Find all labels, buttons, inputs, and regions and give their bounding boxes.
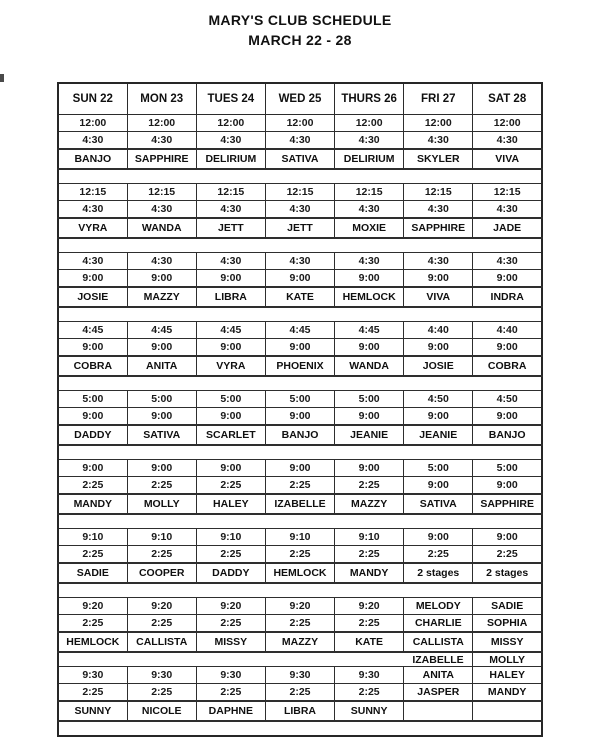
spacer-cell <box>58 238 542 253</box>
table-row <box>58 218 542 238</box>
table-row <box>58 721 542 736</box>
schedule-cell: 12:15 <box>127 184 196 201</box>
schedule-cell: 12:00 <box>335 115 404 132</box>
schedule-cell: JOSIE <box>58 287 127 307</box>
schedule-cell: 4:30 <box>335 201 404 219</box>
schedule-cell: 4:30 <box>335 253 404 270</box>
table-row <box>58 583 542 598</box>
schedule-cell: DELIRIUM <box>196 149 265 169</box>
schedule-cell: 12:00 <box>473 115 542 132</box>
schedule-cell: 9:00 <box>473 477 542 495</box>
schedule-cell: 9:30 <box>335 667 404 684</box>
schedule-cell: 4:50 <box>473 391 542 408</box>
table-row <box>58 598 542 615</box>
schedule-cell: HEMLOCK <box>58 632 127 652</box>
schedule-cell: 9:00 <box>58 270 127 288</box>
schedule-cell: 2:25 <box>58 546 127 564</box>
spacer-cell <box>58 721 542 736</box>
schedule-cell: 4:30 <box>127 132 196 150</box>
table-row <box>58 667 542 684</box>
schedule-cell: 2:25 <box>58 684 127 702</box>
schedule-cell: MANDY <box>58 494 127 514</box>
schedule-cell: 4:30 <box>473 201 542 219</box>
schedule-cell: 12:00 <box>58 115 127 132</box>
schedule-cell: VYRA <box>196 356 265 376</box>
table-row <box>58 132 542 150</box>
schedule-cell: 9:00 <box>473 529 542 546</box>
schedule-cell: 4:45 <box>58 322 127 339</box>
schedule-cell: 4:30 <box>196 253 265 270</box>
schedule-cell: DADDY <box>196 563 265 583</box>
table-row <box>58 514 542 529</box>
schedule-cell: 5:00 <box>265 391 334 408</box>
schedule-cell: CALLISTA <box>127 632 196 652</box>
schedule-cell: VYRA <box>58 218 127 238</box>
table-row <box>58 529 542 546</box>
schedule-cell: 9:30 <box>58 667 127 684</box>
schedule-cell: SADIE <box>473 598 542 615</box>
schedule-cell: SATIVA <box>404 494 473 514</box>
schedule-cell: 2:25 <box>335 615 404 633</box>
schedule-cell: SATIVA <box>265 149 334 169</box>
schedule-cell: 2:25 <box>473 546 542 564</box>
schedule-cell: 9:10 <box>265 529 334 546</box>
schedule-cell: ANITA <box>127 356 196 376</box>
schedule-cell: 12:15 <box>58 184 127 201</box>
schedule-cell: 4:45 <box>335 322 404 339</box>
schedule-cell: 5:00 <box>58 391 127 408</box>
schedule-cell: 4:30 <box>404 201 473 219</box>
spacer-cell <box>58 307 542 322</box>
schedule-cell: 9:00 <box>58 408 127 426</box>
schedule-cell: SOPHIA <box>473 615 542 633</box>
schedule-cell: MANDY <box>473 684 542 702</box>
schedule-cell: 2:25 <box>58 615 127 633</box>
schedule-cell: BANJO <box>473 425 542 445</box>
schedule-cell: 2:25 <box>404 546 473 564</box>
schedule-cell: BANJO <box>58 149 127 169</box>
schedule-cell: MAZZY <box>265 632 334 652</box>
spacer-cell <box>58 514 542 529</box>
schedule-cell: HEMLOCK <box>335 287 404 307</box>
schedule-cell: 5:00 <box>127 391 196 408</box>
schedule-cell: 2:25 <box>196 477 265 495</box>
schedule-cell: 2:25 <box>127 477 196 495</box>
schedule-cell: VIVA <box>473 149 542 169</box>
schedule-cell: MELODY <box>404 598 473 615</box>
table-row <box>58 253 542 270</box>
schedule-cell: VIVA <box>404 287 473 307</box>
schedule-table-body <box>58 115 542 737</box>
schedule-table-container <box>57 82 543 737</box>
table-row <box>58 445 542 460</box>
table-row <box>58 322 542 339</box>
table-row <box>58 339 542 357</box>
table-row <box>58 477 542 495</box>
schedule-cell: 4:30 <box>404 253 473 270</box>
schedule-cell: 2:25 <box>335 546 404 564</box>
schedule-cell: 9:00 <box>265 460 334 477</box>
schedule-cell: MOXIE <box>335 218 404 238</box>
schedule-cell: JEANIE <box>335 425 404 445</box>
table-row <box>58 184 542 201</box>
table-row <box>58 391 542 408</box>
schedule-cell: 9:30 <box>196 667 265 684</box>
table-row <box>58 563 542 583</box>
schedule-cell: 2:25 <box>127 684 196 702</box>
schedule-cell: 9:20 <box>196 598 265 615</box>
schedule-cell: SADIE <box>58 563 127 583</box>
schedule-cell: 4:50 <box>404 391 473 408</box>
schedule-cell: HEMLOCK <box>265 563 334 583</box>
spacer-cell <box>58 652 404 667</box>
schedule-cell: 2:25 <box>335 684 404 702</box>
table-row <box>58 238 542 253</box>
schedule-cell: INDRA <box>473 287 542 307</box>
schedule-table <box>57 82 543 737</box>
schedule-cell: 2:25 <box>127 615 196 633</box>
schedule-cell: 4:30 <box>196 132 265 150</box>
schedule-cell: SUNNY <box>58 701 127 721</box>
schedule-cell: WANDA <box>335 356 404 376</box>
schedule-cell: 12:00 <box>127 115 196 132</box>
column-header: THURS 26 <box>335 83 404 115</box>
schedule-cell: 4:30 <box>127 253 196 270</box>
schedule-cell: 2:25 <box>265 546 334 564</box>
schedule-cell: COOPER <box>127 563 196 583</box>
schedule-cell: 9:00 <box>473 408 542 426</box>
schedule-cell: 9:00 <box>196 408 265 426</box>
schedule-cell: IZABELLE <box>265 494 334 514</box>
schedule-cell: 2:25 <box>196 684 265 702</box>
schedule-cell: CHARLIE <box>404 615 473 633</box>
table-row <box>58 201 542 219</box>
schedule-cell: 4:45 <box>196 322 265 339</box>
schedule-cell: 9:00 <box>335 270 404 288</box>
schedule-cell: KATE <box>335 632 404 652</box>
schedule-cell: 9:00 <box>473 270 542 288</box>
schedule-cell: 5:00 <box>473 460 542 477</box>
schedule-cell: 9:00 <box>265 339 334 357</box>
schedule-cell: 2 stages <box>404 563 473 583</box>
schedule-cell: 9:00 <box>127 408 196 426</box>
schedule-cell: 12:15 <box>404 184 473 201</box>
schedule-cell: 9:00 <box>127 460 196 477</box>
schedule-cell: NICOLE <box>127 701 196 721</box>
schedule-cell: 4:30 <box>127 201 196 219</box>
schedule-cell <box>473 701 542 721</box>
schedule-cell: 9:10 <box>127 529 196 546</box>
schedule-cell: MAZZY <box>335 494 404 514</box>
schedule-cell: 9:00 <box>404 477 473 495</box>
schedule-cell: 4:30 <box>473 253 542 270</box>
schedule-cell: BANJO <box>265 425 334 445</box>
schedule-cell: 4:30 <box>58 201 127 219</box>
schedule-cell: WANDA <box>127 218 196 238</box>
schedule-cell: IZABELLE <box>404 652 473 667</box>
schedule-cell: 2:25 <box>58 477 127 495</box>
schedule-cell: 4:45 <box>127 322 196 339</box>
page-subtitle: MARCH 22 - 28 <box>248 32 352 48</box>
schedule-cell: 9:10 <box>196 529 265 546</box>
schedule-cell: 9:00 <box>404 408 473 426</box>
schedule-cell: HALEY <box>196 494 265 514</box>
schedule-cell: 9:00 <box>58 339 127 357</box>
spacer-cell <box>58 376 542 391</box>
schedule-cell: 4:30 <box>58 253 127 270</box>
schedule-cell: 12:15 <box>473 184 542 201</box>
schedule-cell: DAPHNE <box>196 701 265 721</box>
schedule-cell: 9:20 <box>335 598 404 615</box>
schedule-cell: 9:00 <box>196 339 265 357</box>
schedule-cell: 4:30 <box>335 132 404 150</box>
schedule-cell: MISSY <box>473 632 542 652</box>
table-row <box>58 270 542 288</box>
schedule-cell: 4:30 <box>265 132 334 150</box>
schedule-cell: 5:00 <box>335 391 404 408</box>
schedule-cell: 4:30 <box>196 201 265 219</box>
schedule-cell: ANITA <box>404 667 473 684</box>
table-row <box>58 494 542 514</box>
table-row <box>58 701 542 721</box>
table-row <box>58 460 542 477</box>
schedule-cell <box>404 701 473 721</box>
schedule-cell: 9:00 <box>335 460 404 477</box>
schedule-cell: 9:00 <box>265 408 334 426</box>
schedule-cell: 12:15 <box>196 184 265 201</box>
schedule-cell: MOLLY <box>127 494 196 514</box>
schedule-cell: 4:30 <box>265 253 334 270</box>
schedule-cell: 2:25 <box>196 546 265 564</box>
table-row <box>58 287 542 307</box>
schedule-cell: SAPPHIRE <box>127 149 196 169</box>
schedule-cell: 9:20 <box>127 598 196 615</box>
schedule-cell: COBRA <box>473 356 542 376</box>
schedule-cell: 2:25 <box>265 684 334 702</box>
schedule-cell: COBRA <box>58 356 127 376</box>
spacer-cell <box>58 445 542 460</box>
table-row <box>58 149 542 169</box>
schedule-cell: 9:00 <box>196 270 265 288</box>
schedule-cell: 4:30 <box>404 132 473 150</box>
schedule-cell: 9:00 <box>335 408 404 426</box>
schedule-table-head <box>58 83 542 115</box>
schedule-cell: 12:15 <box>335 184 404 201</box>
schedule-cell: 5:00 <box>404 460 473 477</box>
schedule-cell: 4:40 <box>473 322 542 339</box>
schedule-cell: MANDY <box>335 563 404 583</box>
schedule-cell: 9:00 <box>404 529 473 546</box>
schedule-cell: 9:00 <box>127 270 196 288</box>
table-row <box>58 307 542 322</box>
schedule-cell: SAPPHIRE <box>473 494 542 514</box>
table-row <box>58 408 542 426</box>
schedule-cell: JOSIE <box>404 356 473 376</box>
table-row <box>58 169 542 184</box>
column-header: WED 25 <box>265 83 334 115</box>
schedule-cell: 5:00 <box>196 391 265 408</box>
schedule-cell: 9:30 <box>127 667 196 684</box>
schedule-cell: LIBRA <box>196 287 265 307</box>
table-row <box>58 615 542 633</box>
column-header: MON 23 <box>127 83 196 115</box>
table-row <box>58 115 542 132</box>
schedule-cell: 4:30 <box>265 201 334 219</box>
schedule-cell: 9:00 <box>473 339 542 357</box>
table-row <box>58 376 542 391</box>
column-header: SAT 28 <box>473 83 542 115</box>
schedule-cell: 9:00 <box>58 460 127 477</box>
schedule-cell: 9:00 <box>265 270 334 288</box>
table-row <box>58 425 542 445</box>
schedule-cell: 9:10 <box>335 529 404 546</box>
schedule-cell: 4:45 <box>265 322 334 339</box>
schedule-cell: 2:25 <box>127 546 196 564</box>
schedule-cell: 4:40 <box>404 322 473 339</box>
schedule-cell: MAZZY <box>127 287 196 307</box>
header-row <box>58 83 542 115</box>
schedule-cell: 9:20 <box>58 598 127 615</box>
title-block <box>0 0 600 50</box>
schedule-cell: JADE <box>473 218 542 238</box>
schedule-cell: 12:00 <box>265 115 334 132</box>
schedule-cell: 2:25 <box>335 477 404 495</box>
schedule-cell: JETT <box>265 218 334 238</box>
schedule-cell: 9:20 <box>265 598 334 615</box>
schedule-cell: PHOENIX <box>265 356 334 376</box>
schedule-cell: MOLLY <box>473 652 542 667</box>
schedule-cell: 9:00 <box>196 460 265 477</box>
schedule-cell: 9:30 <box>265 667 334 684</box>
schedule-cell: JETT <box>196 218 265 238</box>
column-header: FRI 27 <box>404 83 473 115</box>
schedule-cell: SKYLER <box>404 149 473 169</box>
schedule-cell: DADDY <box>58 425 127 445</box>
schedule-cell: 2:25 <box>196 615 265 633</box>
schedule-cell: 9:00 <box>404 339 473 357</box>
schedule-cell: 2:25 <box>265 615 334 633</box>
schedule-cell: 2:25 <box>265 477 334 495</box>
spacer-cell <box>58 169 542 184</box>
scan-edge-artifact <box>0 74 4 82</box>
schedule-cell: 9:00 <box>127 339 196 357</box>
schedule-cell: CALLISTA <box>404 632 473 652</box>
schedule-cell: 9:00 <box>404 270 473 288</box>
schedule-cell: JEANIE <box>404 425 473 445</box>
schedule-cell: LIBRA <box>265 701 334 721</box>
schedule-cell: 9:10 <box>58 529 127 546</box>
table-row <box>58 546 542 564</box>
schedule-cell: SAPPHIRE <box>404 218 473 238</box>
schedule-cell: 9:00 <box>335 339 404 357</box>
column-header: SUN 22 <box>58 83 127 115</box>
schedule-cell: HALEY <box>473 667 542 684</box>
schedule-cell: 2 stages <box>473 563 542 583</box>
schedule-cell: SCARLET <box>196 425 265 445</box>
spacer-cell <box>58 583 542 598</box>
page-title: MARY'S CLUB SCHEDULE <box>208 12 392 28</box>
schedule-cell: 12:00 <box>404 115 473 132</box>
schedule-cell: JASPER <box>404 684 473 702</box>
schedule-cell: 12:15 <box>265 184 334 201</box>
table-row <box>58 632 542 652</box>
schedule-cell: 12:00 <box>196 115 265 132</box>
schedule-cell: 4:30 <box>473 132 542 150</box>
table-row <box>58 356 542 376</box>
table-row <box>58 684 542 702</box>
schedule-cell: MISSY <box>196 632 265 652</box>
schedule-cell: SUNNY <box>335 701 404 721</box>
schedule-cell: DELIRIUM <box>335 149 404 169</box>
column-header: TUES 24 <box>196 83 265 115</box>
schedule-cell: SATIVA <box>127 425 196 445</box>
schedule-cell: 4:30 <box>58 132 127 150</box>
schedule-cell: KATE <box>265 287 334 307</box>
table-row <box>58 652 542 667</box>
